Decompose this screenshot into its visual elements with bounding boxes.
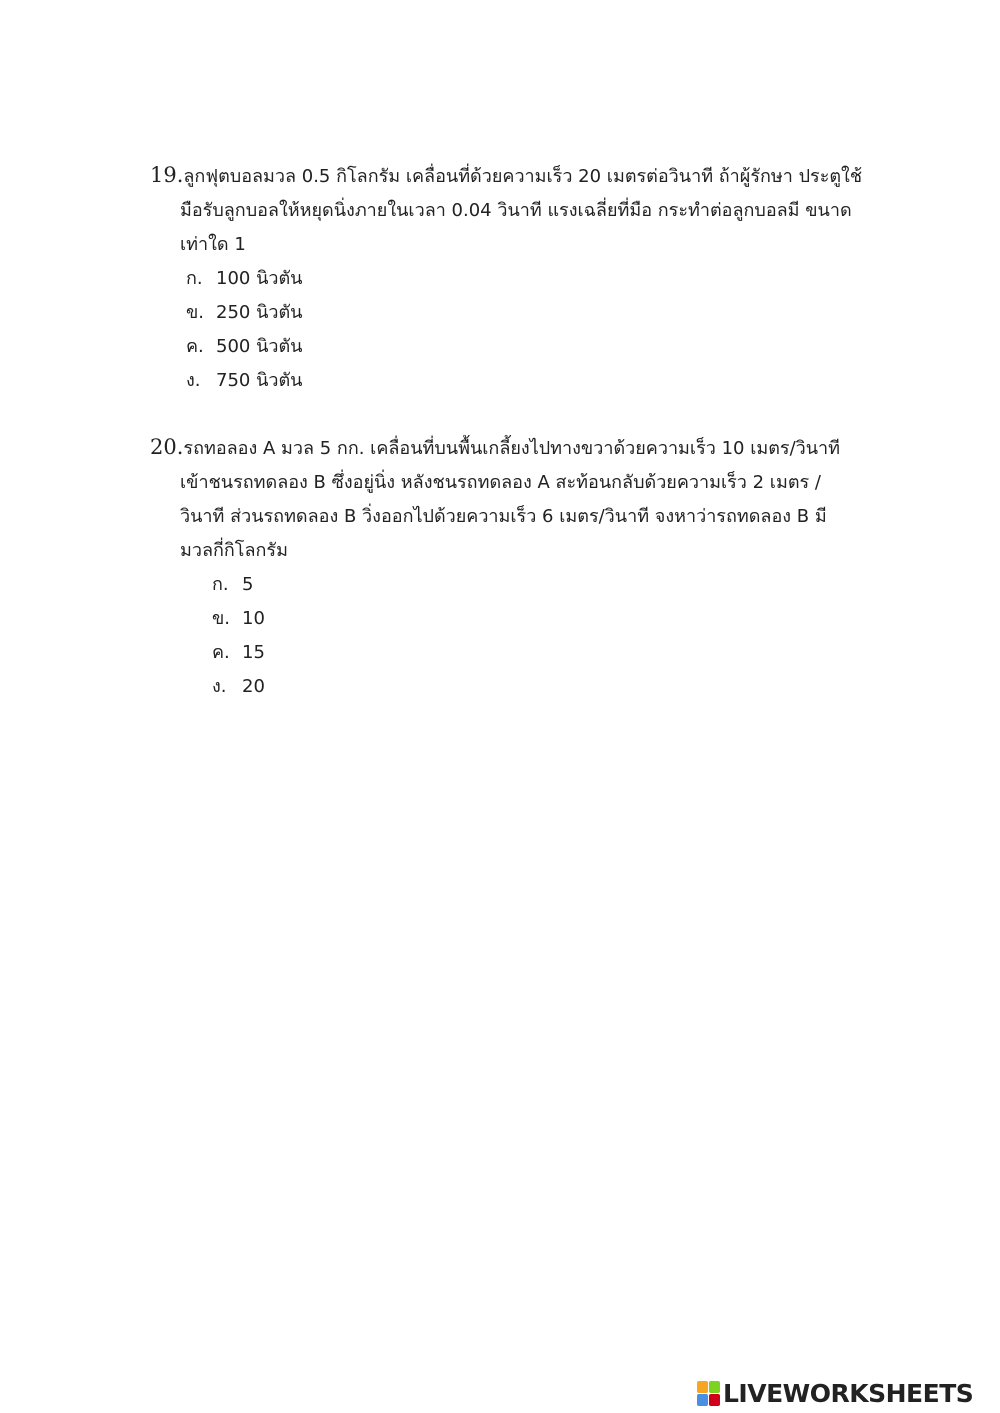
choice-letter: ง. xyxy=(212,676,227,697)
choice-19-a[interactable] xyxy=(186,262,890,296)
choice-letter: ก. xyxy=(186,268,203,289)
choice-letter: ง. xyxy=(186,370,201,391)
choice-letter: ก. xyxy=(212,574,229,595)
question-20-line-1 xyxy=(150,430,890,466)
question-19-line-1 xyxy=(150,158,890,194)
question-20-text-1: รถทอลอง A มวล 5 กก. เคลื่อนที่บนพื้นเกลี้ยงไปทางขวาด้วยความเร็ว 10 เมตร/วินาที xyxy=(183,438,841,459)
logo-square xyxy=(709,1394,720,1406)
choice-20-a[interactable] xyxy=(212,568,890,602)
logo-square xyxy=(697,1394,708,1406)
choice-letter: ค. xyxy=(212,642,230,663)
question-19-text-3: เท่าใด 1 xyxy=(180,234,246,255)
choice-19-d[interactable] xyxy=(186,364,890,398)
question-19 xyxy=(150,158,890,398)
question-20-text-2: เข้าชนรถทดลอง B ซึ่งอยู่นิ่ง หลังชนรถทดลอง A สะท้อนกลับด้วยความเร็ว 2 เมตร / xyxy=(180,472,821,493)
question-19-text-2: มือรับลูกบอลให้หยุดนิ่งภายในเวลา 0.04 วินาที แรงเฉลี่ยที่มือ กระทำต่อลูกบอลมี ขนาด xyxy=(180,200,852,221)
choice-letter: ข. xyxy=(186,302,205,323)
choice-20-b[interactable] xyxy=(212,602,890,636)
liveworksheets-logo-text: LIVEWORKSHEETS xyxy=(723,1378,974,1408)
choice-letter: ค. xyxy=(186,336,204,357)
choice-20-c[interactable] xyxy=(212,636,890,670)
question-19-choices xyxy=(150,262,890,398)
question-19-number: 19. xyxy=(150,163,184,187)
choice-text: 100 นิวตัน xyxy=(216,268,303,289)
question-20-choices xyxy=(150,568,890,704)
choice-text: 15 xyxy=(242,642,265,663)
liveworksheets-logo-icon xyxy=(697,1381,719,1405)
question-19-text-1: ลูกฟุตบอลมวล 0.5 กิโลกรัม เคลื่อนที่ด้วยความเร็ว 20 เมตรต่อวินาที ถ้าผู้รักษา ประตูใช้ xyxy=(183,166,863,187)
question-20 xyxy=(150,430,890,704)
choice-20-d[interactable] xyxy=(212,670,890,704)
question-20-number: 20. xyxy=(150,435,184,459)
question-20-text-3: วินาที ส่วนรถทดลอง B วิ่งออกไปด้วยความเร็ว 6 เมตร/วินาที จงหาว่ารถทดลอง B มี xyxy=(180,506,827,527)
logo-square xyxy=(709,1381,720,1393)
choice-text: 500 นิวตัน xyxy=(216,336,303,357)
question-20-text-4: มวลกี่กิโลกรัม xyxy=(180,540,288,561)
logo-square xyxy=(697,1381,708,1393)
choice-letter: ข. xyxy=(212,608,231,629)
choice-19-b[interactable] xyxy=(186,296,890,330)
choice-text: 20 xyxy=(242,676,265,697)
choice-text: 5 xyxy=(242,574,254,595)
choice-text: 750 นิวตัน xyxy=(216,370,303,391)
choice-19-c[interactable] xyxy=(186,330,890,364)
choice-text: 250 นิวตัน xyxy=(216,302,303,323)
choice-text: 10 xyxy=(242,608,265,629)
liveworksheets-logo xyxy=(697,1380,973,1406)
